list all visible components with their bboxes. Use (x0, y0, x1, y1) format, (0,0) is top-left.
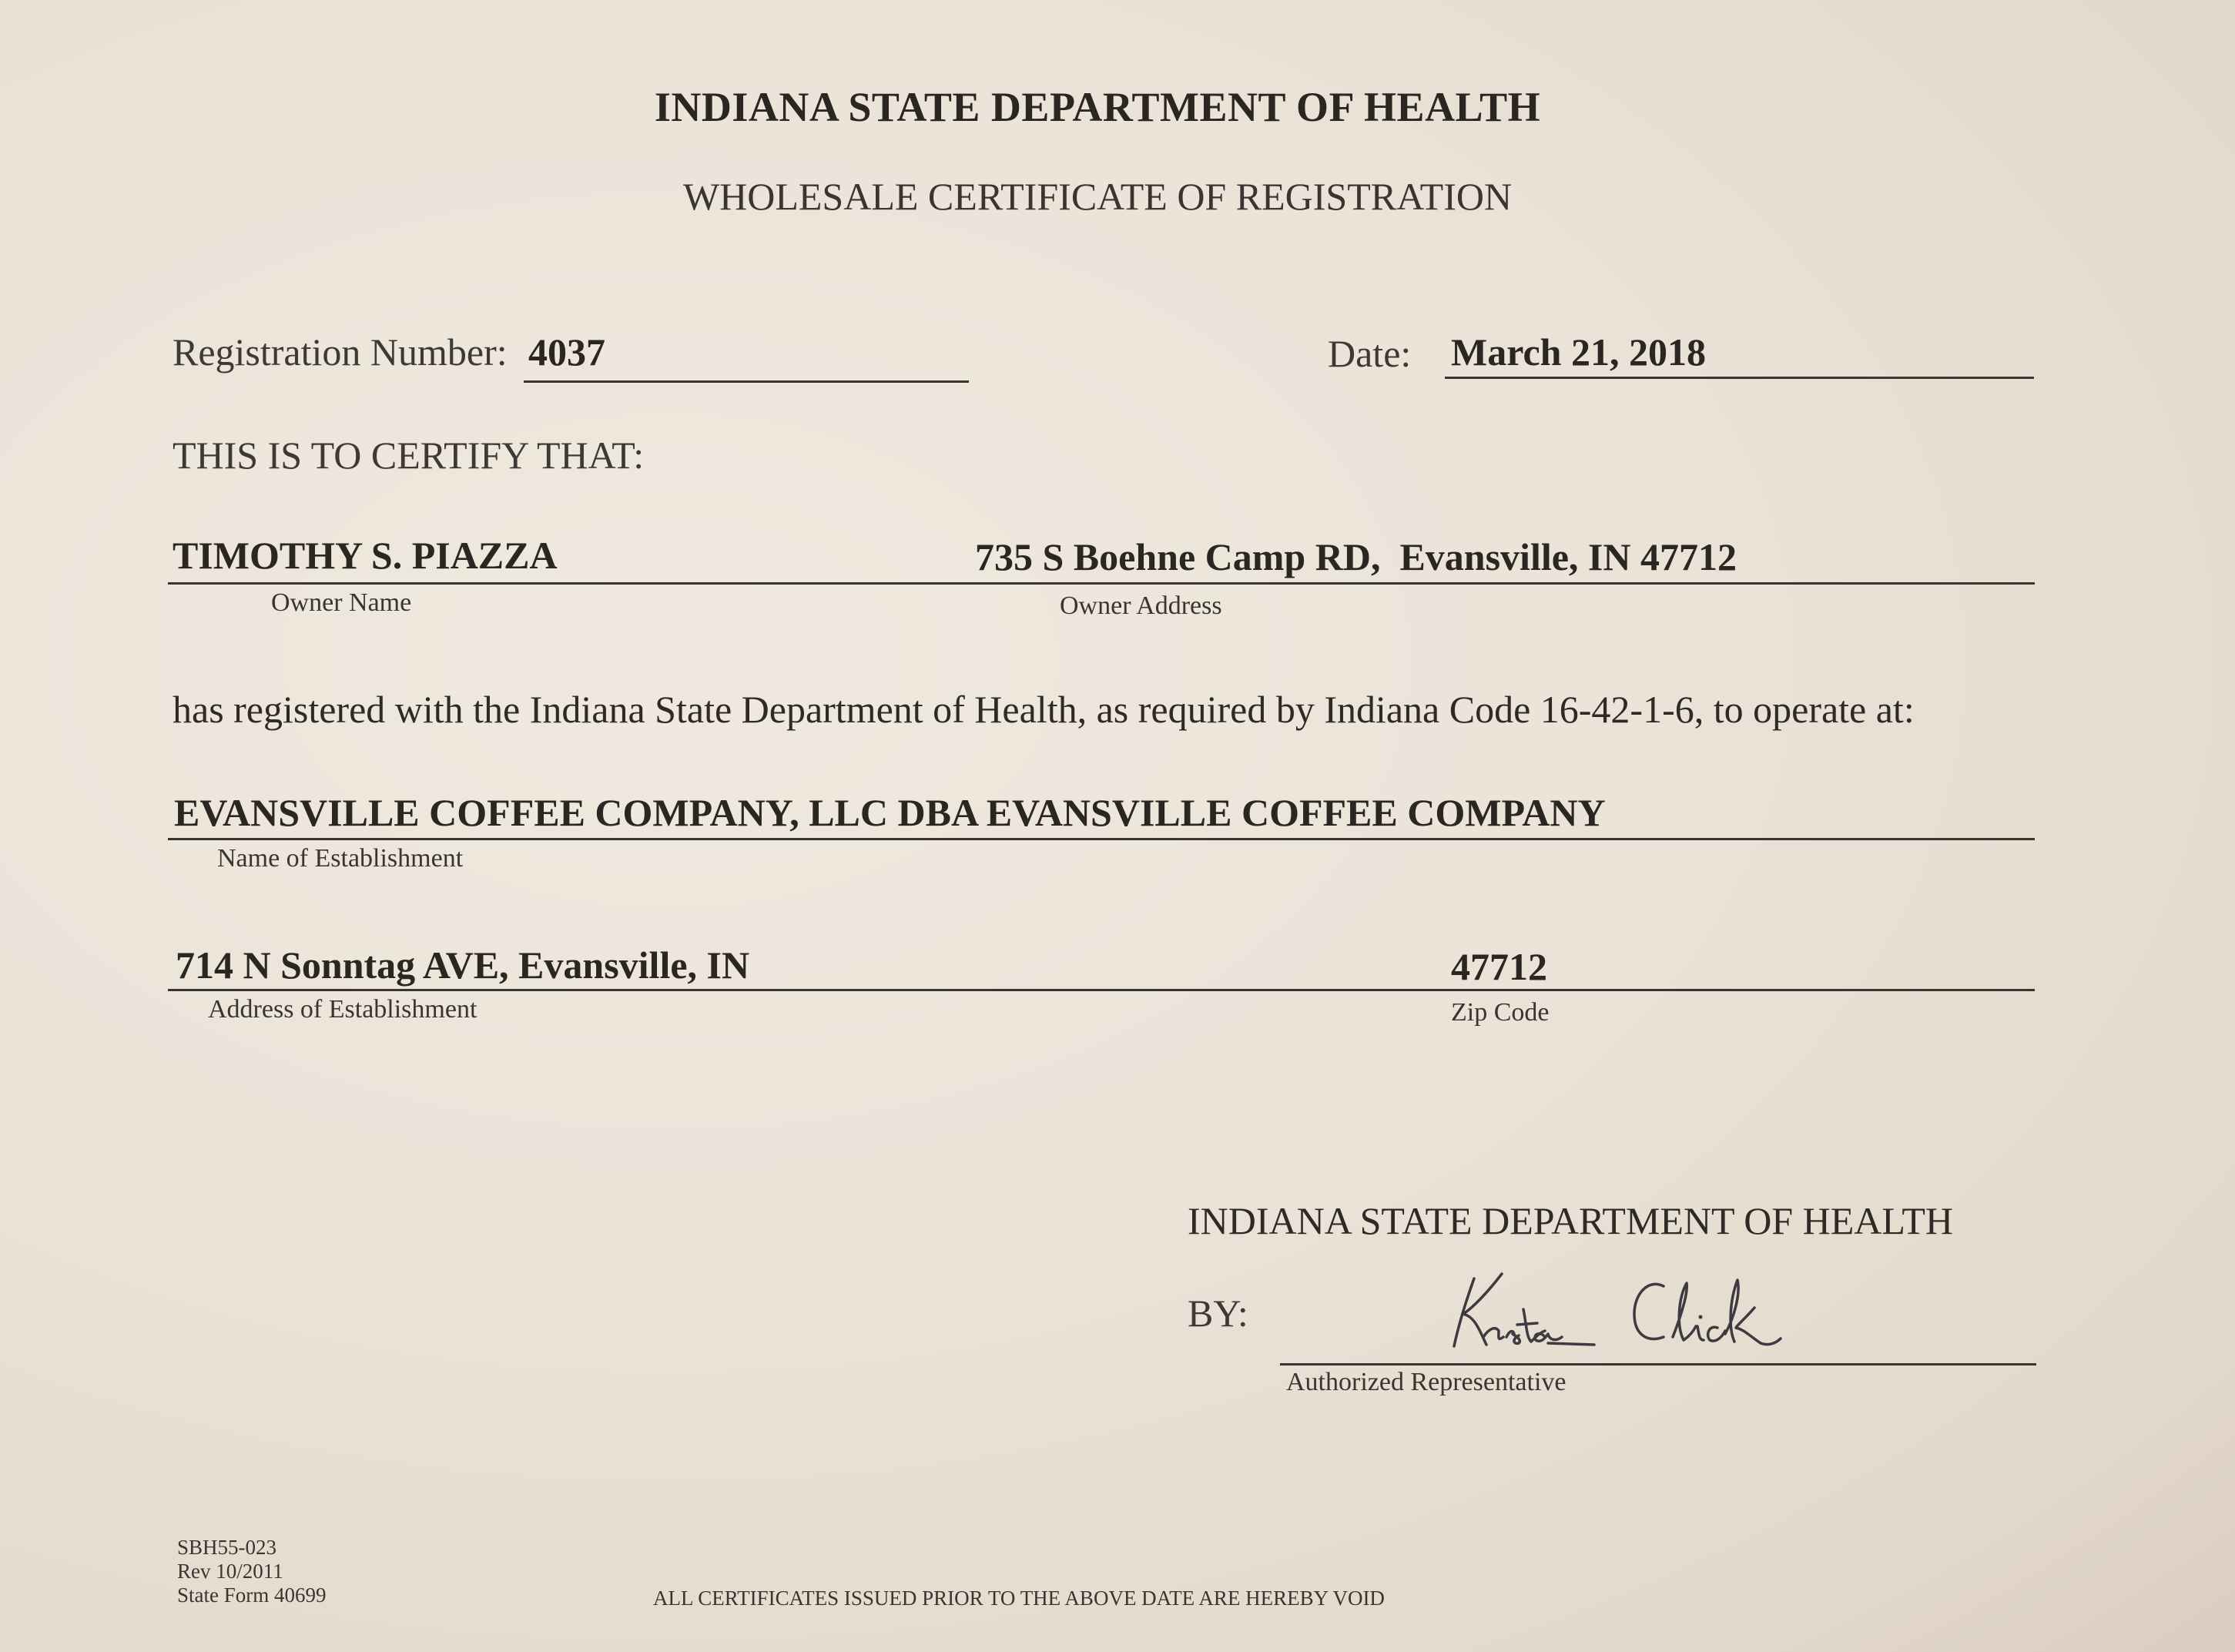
signature (1432, 1263, 1802, 1355)
establishment-name-line (168, 838, 2035, 840)
establishment-name-value: EVANSVILLE COFFEE COMPANY, LLC DBA EVANSVILLE COFFEE COMPANY (174, 791, 1606, 834)
certificate-subtitle: WHOLESALE CERTIFICATE OF REGISTRATION (682, 175, 1513, 218)
void-notice: ALL CERTIFICATES ISSUED PRIOR TO THE ABOVE DATE ARE HEREBY VOID (653, 1587, 1385, 1610)
registration-number-label: Registration Number: (173, 330, 508, 374)
date-line (1445, 377, 2034, 379)
registration-statement: has registered with the Indiana State Department of Health, as required by Indiana Code 16-42-1-6, to operate at: (173, 688, 1915, 731)
establishment-address-value: 714 N Sonntag AVE, Evansville, IN (176, 943, 750, 987)
zip-code-value: 47712 (1451, 945, 1547, 988)
establishment-address-line (168, 989, 2035, 991)
zip-code-caption: Zip Code (1451, 998, 1550, 1027)
registration-number-line (524, 380, 969, 383)
form-code: SBH55-023 (177, 1536, 277, 1559)
signature-image (1432, 1263, 1802, 1355)
establishment-address-caption: Address of Establishment (208, 995, 477, 1024)
owner-name-value: TIMOTHY S. PIAZZA (173, 534, 558, 577)
date-value: March 21, 2018 (1451, 330, 1706, 374)
signature-line (1280, 1363, 2036, 1365)
certify-intro: THIS IS TO CERTIFY THAT: (173, 434, 645, 477)
establishment-name-caption: Name of Establishment (217, 844, 464, 873)
owner-line (168, 582, 2035, 585)
authority-department: INDIANA STATE DEPARTMENT OF HEALTH (1188, 1199, 1953, 1242)
owner-address-caption: Owner Address (1060, 591, 1222, 620)
owner-name-caption: Owner Name (271, 588, 412, 617)
registration-number-value: 4037 (528, 330, 605, 374)
state-form-number: State Form 40699 (177, 1583, 327, 1607)
form-revision: Rev 10/2011 (177, 1560, 283, 1583)
by-label: BY: (1188, 1292, 1248, 1335)
certificate-title: INDIANA STATE DEPARTMENT OF HEALTH (654, 84, 1541, 130)
authorized-representative-caption: Authorized Representative (1286, 1368, 1567, 1396)
date-label: Date: (1328, 332, 1412, 375)
owner-address-value: 735 S Boehne Camp RD, Evansville, IN 47712 (975, 535, 1737, 578)
